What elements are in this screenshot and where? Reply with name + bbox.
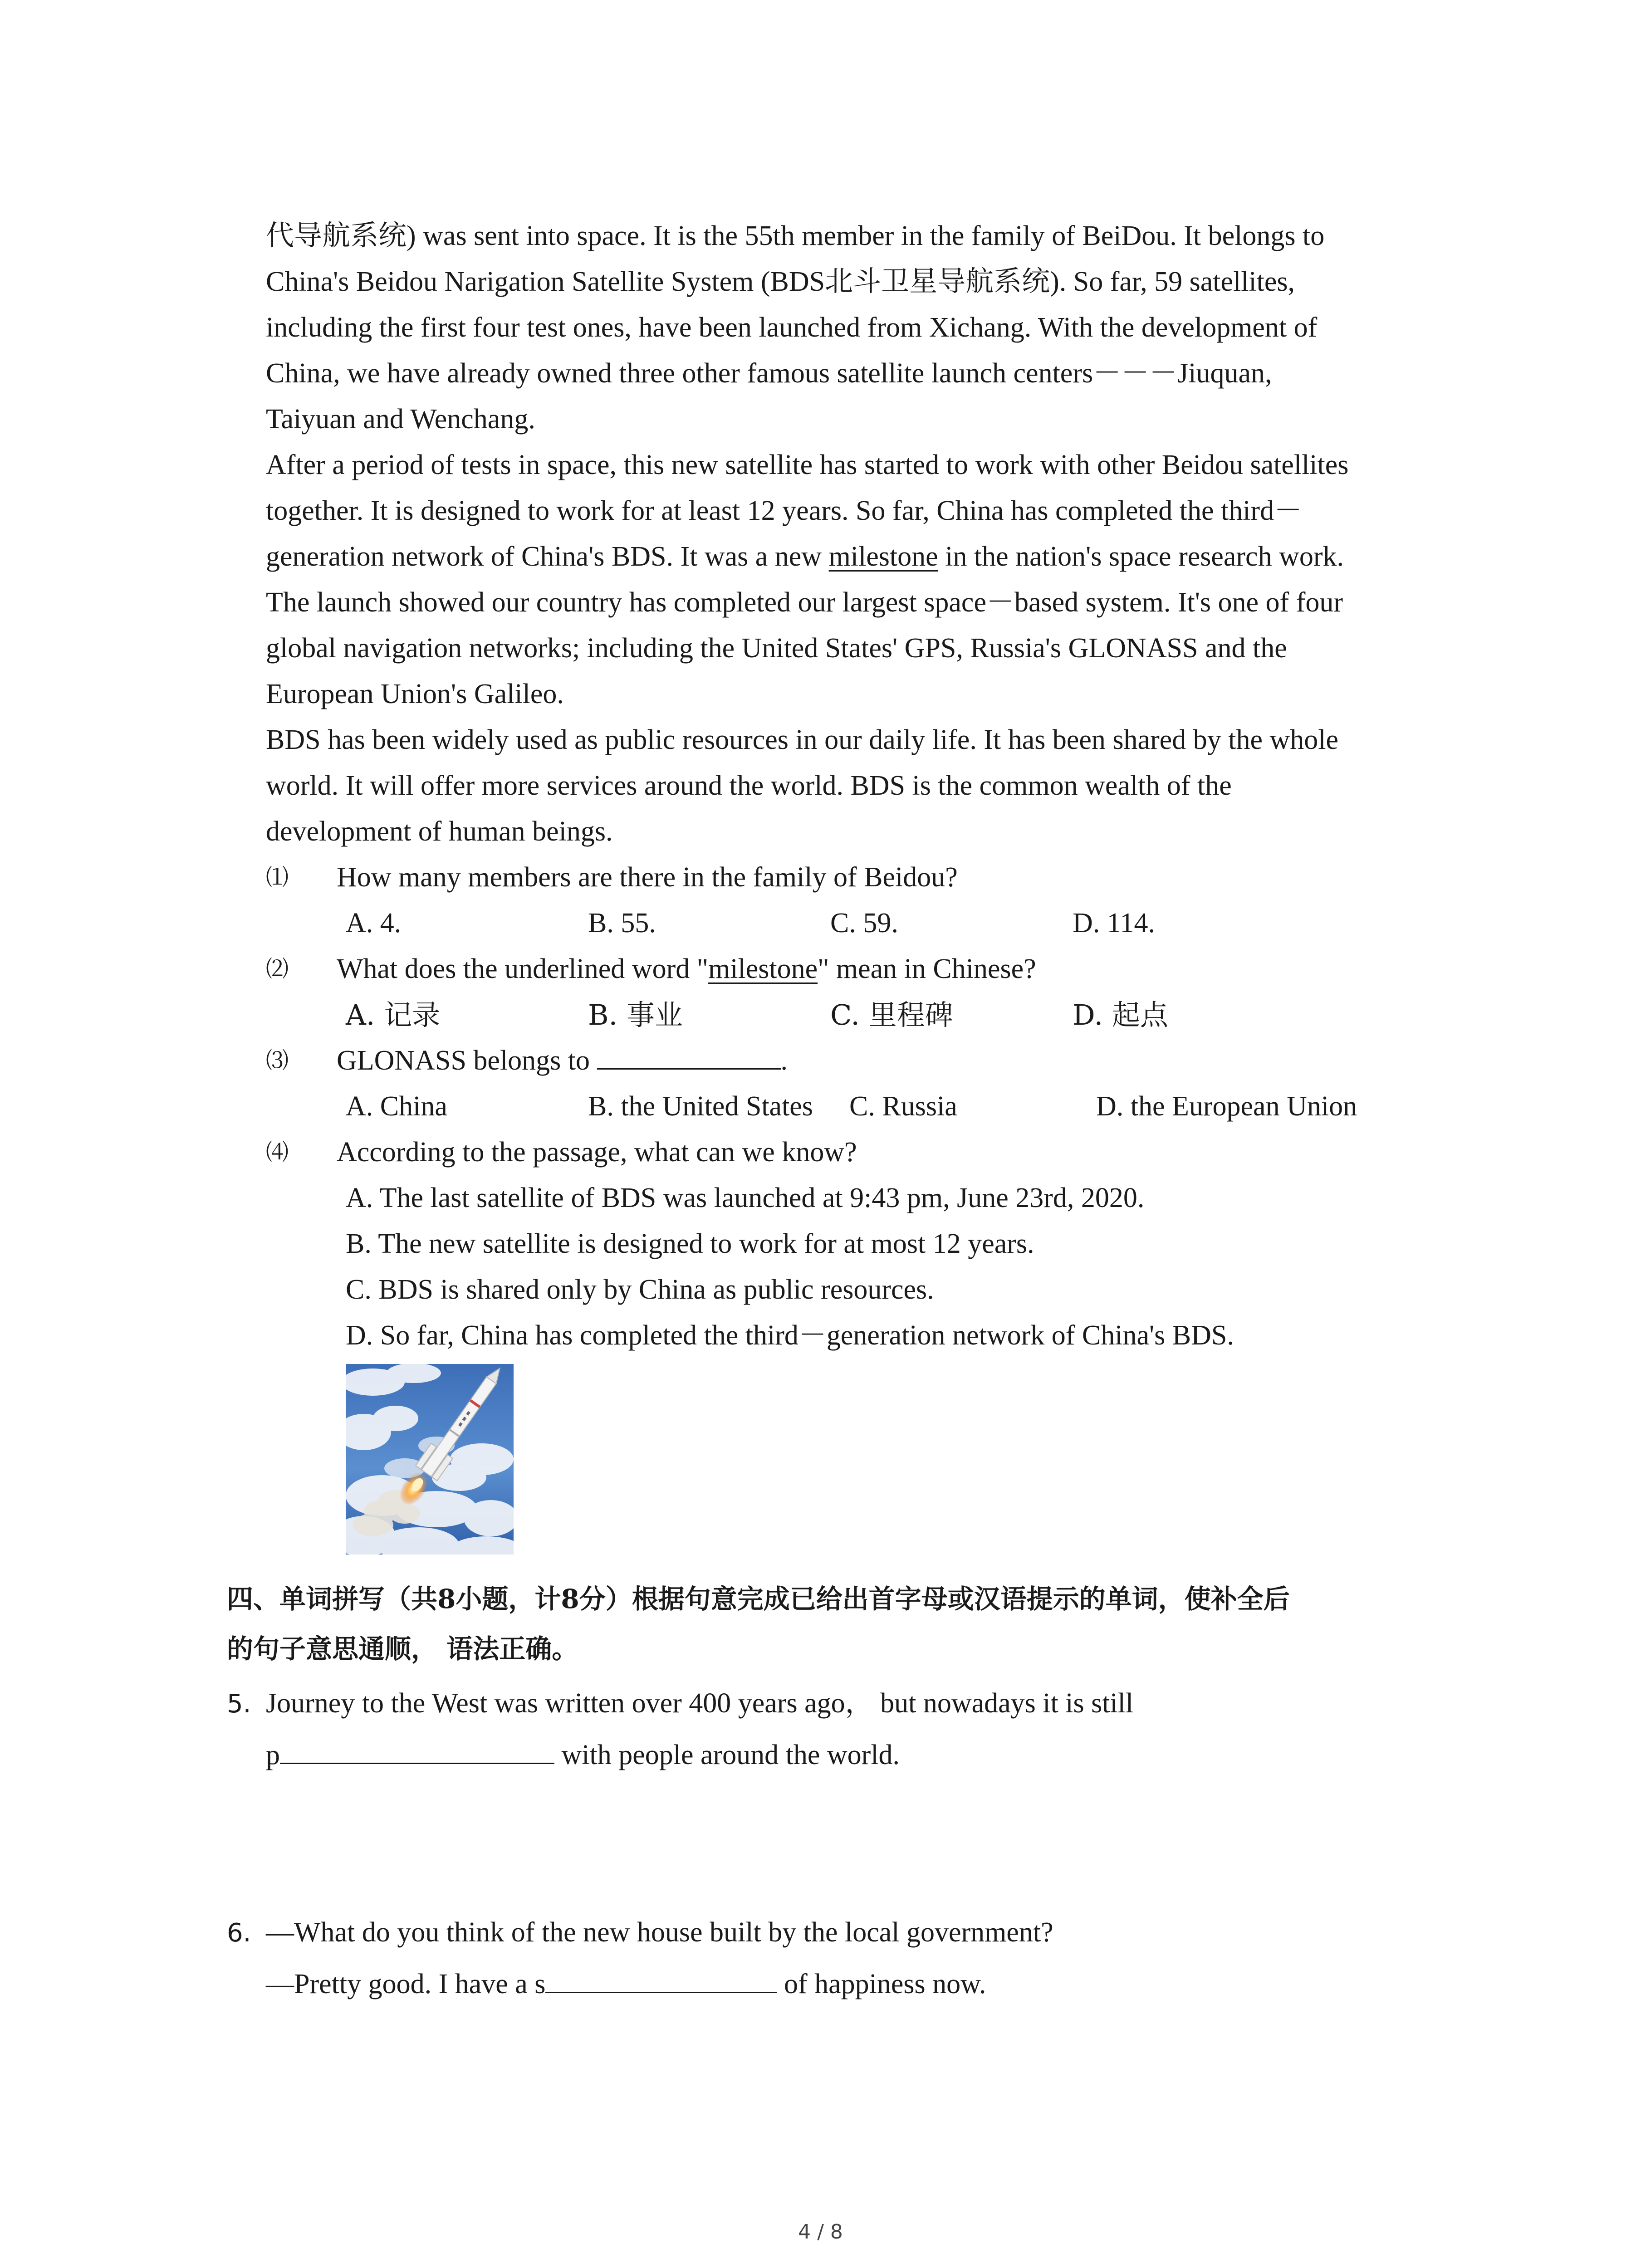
item-text: of happiness now. <box>777 1969 986 1999</box>
passage-line: world. It will offer more services around the world. BDS is the common wealth of the <box>266 770 1232 801</box>
passage-line: China's Beidou Narigation Satellite System (BDS北斗卫星导航系统). So far, 59 satellites, <box>266 266 1295 297</box>
option-b[interactable]: B. The new satellite is designed to work for at most 12 years. <box>346 1228 1034 1259</box>
question-2 <box>266 946 1455 992</box>
question-3-options <box>266 1084 1455 1129</box>
page-number: 4 / 8 <box>798 2220 843 2244</box>
option-a[interactable]: A. 4. <box>346 908 402 938</box>
option-d[interactable]: D. So far, China has completed the third－generation network of China's BDS. <box>346 1320 1234 1351</box>
question-2-options <box>266 992 1455 1038</box>
question-number: ⑴ <box>266 864 289 890</box>
option-d[interactable]: D. 114. <box>1073 908 1155 938</box>
underlined-word: milestone <box>828 541 938 572</box>
option-b[interactable]: B. 事业 <box>588 998 683 1031</box>
passage-line: European Union's Galileo. <box>266 679 564 709</box>
passage-line: including the first four test ones, have been launched from Xichang. With the development of <box>266 312 1318 343</box>
passage-line: After a period of tests in space, this new satellite has started to work with other Beidou satellites <box>266 450 1349 480</box>
item-text: —Pretty good. I have a s <box>266 1969 546 1999</box>
rocket-launch-photo <box>346 1364 514 1554</box>
question-text: . <box>780 1045 788 1076</box>
underlined-word: milestone <box>708 953 818 984</box>
option-a[interactable]: A. China <box>346 1091 447 1122</box>
question-1-options <box>266 900 1455 946</box>
option-d[interactable]: D. 起点 <box>1073 998 1168 1031</box>
question-3 <box>266 1038 1455 1084</box>
item-text: Journey to the West was written over 400 years ago， but nowadays it is still <box>266 1688 1134 1719</box>
passage-line: 代导航系统) was sent into space. It is the 55th member in the family of BeiDou. It belongs to <box>266 220 1325 251</box>
option-c[interactable]: C. Russia <box>849 1091 957 1122</box>
option-c[interactable]: C. 里程碑 <box>830 998 953 1031</box>
question-4 <box>266 1129 1455 1175</box>
item-number: 5. <box>227 1689 251 1719</box>
answer-blank[interactable] <box>597 1041 781 1070</box>
answer-blank[interactable] <box>545 1965 777 1993</box>
spelling-item-5 <box>227 1678 1133 1780</box>
item-number: 6. <box>227 1918 251 1948</box>
option-b[interactable]: B. the United States <box>588 1091 813 1122</box>
passage-text: generation network of China's BDS. It was a new <box>266 541 829 572</box>
section-heading <box>227 1574 1452 1674</box>
item-text: —What do you think of the new house built by the local government? <box>266 1917 1053 1948</box>
question-text: " mean in Chinese? <box>818 953 1036 984</box>
question-1 <box>266 855 1455 900</box>
option-c[interactable]: C. 59. <box>830 908 898 938</box>
passage-line: Taiyuan and Wenchang. <box>266 404 535 435</box>
question-text: According to the passage, what can we know? <box>337 1137 857 1168</box>
option-d[interactable]: D. the European Union <box>1096 1091 1357 1122</box>
spelling-item-6 <box>227 1907 1053 2009</box>
option-b[interactable]: B. 55. <box>588 908 656 938</box>
passage-line: China, we have already owned three other famous satellite launch centers－－－Jiuquan, <box>266 358 1272 389</box>
option-a[interactable]: A. 记录 <box>346 998 441 1031</box>
option-a[interactable]: A. The last satellite of BDS was launched at 9:43 pm, June 23rd, 2020. <box>346 1183 1145 1213</box>
option-c[interactable]: C. BDS is shared only by China as public resources. <box>346 1274 934 1305</box>
passage-line-milestone <box>266 534 1455 580</box>
question-text: GLONASS belongs to <box>337 1045 597 1076</box>
passage-line: global navigation networks; including the United States' GPS, Russia's GLONASS and the <box>266 633 1287 664</box>
passage-line: development of human beings. <box>266 816 613 847</box>
question-text: What does the underlined word " <box>337 953 709 984</box>
passage-line: together. It is designed to work for at least 12 years. So far, China has completed the third－ <box>266 495 1303 526</box>
question-number: ⑶ <box>266 1047 289 1074</box>
question-text: How many members are there in the family of Beidou? <box>337 862 958 893</box>
question-number: ⑵ <box>266 956 289 982</box>
question-number: ⑷ <box>266 1139 289 1165</box>
section-heading-line: 的句子意思通顺， 语法正确。 <box>227 1633 578 1664</box>
reading-passage <box>266 213 1455 1359</box>
item-text: with people around the world. <box>554 1740 900 1770</box>
item-text: p <box>266 1740 280 1770</box>
passage-text: in the nation's space research work. <box>938 541 1344 572</box>
section-heading-line: 四、单词拼写（共8小题，计8分）根据句意完成已给出首字母或汉语提示的单词，使补全后 <box>227 1584 1290 1614</box>
answer-blank[interactable] <box>280 1735 554 1764</box>
passage-line: BDS has been widely used as public resources in our daily life. It has been shared by the whole <box>266 724 1338 755</box>
passage-line: The launch showed our country has completed our largest space－based system. It's one of four <box>266 587 1343 618</box>
